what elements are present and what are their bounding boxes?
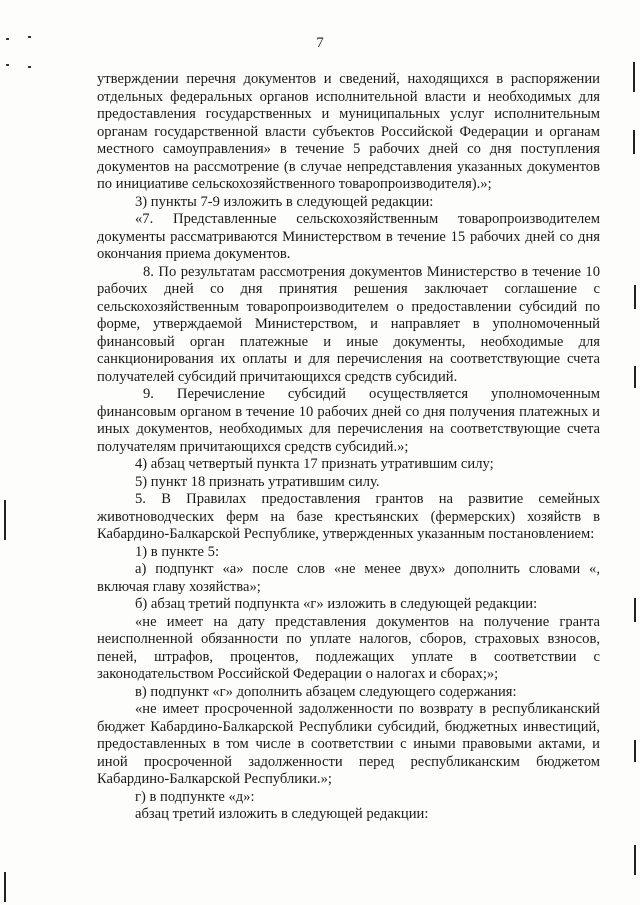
paragraph-9: 1) в пункте 5: xyxy=(135,543,220,560)
paragraph-10: а) подпункт «а» после слов «не менее двух» дополнить словами «, включая главу хозяйства»; xyxy=(97,561,600,595)
paragraph-12: «не имеет на дату представления документов на получение гранта неисполненной обязанности по уплате налогов, сборов, страховых взносов, пеней, штрафов, процентов, подлежащих уплате в соответствии с законодательством Российской Федерации о налогах и сборах;»; xyxy=(97,613,600,682)
paragraph-1: утверждении перечня документов и сведений, находящихся в распоряжении отдельных федеральных органов исполнительной власти и необходимых для предоставления государственных и муниципальных услуг исполнительным органам государственной власти субъектов Российской Федерации и органам местного самоуправления» в течение 5 рабочих дней со дня поступления документов на рассмотрение (в случае непредставления указанных документов по инициативе сельскохозяйственного товаропроизводителя).»; xyxy=(97,71,600,192)
scan-edge-mark xyxy=(634,845,636,875)
paragraph-16: абзац третий изложить в следующей редакции: xyxy=(135,806,429,822)
scan-edge-mark xyxy=(634,598,636,622)
paragraph-13: в) подпункт «г» дополнить абзацем следующего содержания: xyxy=(135,683,517,700)
scan-edge-mark xyxy=(4,872,6,902)
scan-speck xyxy=(28,36,31,38)
document-body xyxy=(97,71,600,824)
paragraph-2: 3) пункты 7-9 изложить в следующей редакции: xyxy=(135,193,434,210)
paragraph-4: 8. По результатам рассмотрения документов Министерство в течение 10 рабочих дней со дня принятия решения заключает соглашение с сельскохозяйственным товаропроизводителем о предоставлении субсидий по форме, утверждаемой Министерством, и направляет в уполномоченный финансовый орган платежные и иные документы, необходимые для санкционирования их оплаты и для перечисления на соответствующие счета получателей субсидий причитающихся средств субсидий. xyxy=(97,263,600,385)
scan-speck xyxy=(28,66,31,68)
paragraph-14: «не имеет просроченной задолженности по возврату в республиканский бюджет Кабардино-Балкарской Республики субсидий, бюджетных инвестиций, предоставленных в том числе в соответствии с иными правовыми актами, и иной просроченной задолженности перед республиканским бюджетом Кабардино-Балкарской Республики.»; xyxy=(97,701,600,787)
paragraph-11: б) абзац третий подпункта «г» изложить в следующей редакции: xyxy=(135,596,538,612)
paragraph-3: «7. Представленные сельскохозяйственным товаропроизводителем документы рассматриваются Министерством в течение 15 рабочих дней со дня окончания приема документов. xyxy=(97,211,600,262)
scan-edge-mark xyxy=(634,285,636,309)
paragraph-7: 5) пункт 18 признать утратившим силу. xyxy=(135,473,380,490)
scan-edge-mark xyxy=(634,740,636,762)
paragraph-5: 9. Перечисление субсидий осуществляется уполномоченным финансовым органом в течение 10 рабочих дней со дня получения платежных и иных документов, необходимых для перечисления на соответствующие счета получателям причитающихся средств субсидий.»; xyxy=(97,386,600,455)
scan-edge-mark xyxy=(633,62,635,92)
scan-speck xyxy=(6,38,9,40)
paragraph-6: 4) абзац четвертый пункта 17 признать утратившим силу; xyxy=(135,456,494,472)
paragraph-8: 5. В Правилах предоставления грантов на развитие семейных животноводческих ферм на базе крестьянских (фермерских) хозяйств в Кабардино-Балкарской Республике, утвержденных указанным постановлением: xyxy=(97,491,600,542)
page-number: 7 xyxy=(316,35,324,51)
scan-edge-mark xyxy=(4,500,6,540)
paragraph-15: г) в подпункте «д»: xyxy=(135,788,255,805)
scan-edge-mark xyxy=(633,130,635,154)
scan-speck xyxy=(6,64,9,66)
scan-edge-mark xyxy=(634,366,636,388)
